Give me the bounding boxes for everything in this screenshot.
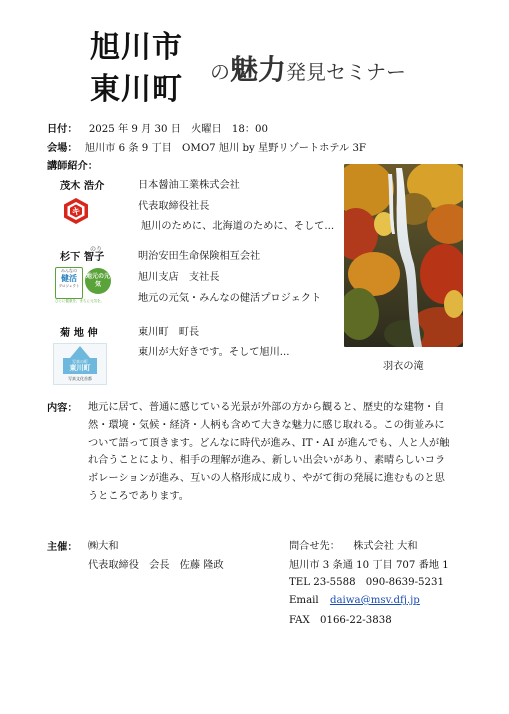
photo-caption: 羽衣の滝 (383, 361, 424, 372)
email-label: Email (289, 595, 319, 606)
contact-address: 旭川市 3 条通 10 丁目 707 番地 1 (289, 560, 449, 571)
contact-company: 株式会社 大和 (353, 541, 418, 552)
title-tagline (210, 48, 406, 88)
meiji-kenkatsu-logo (53, 266, 113, 306)
kenkatsu-main: 健活 (61, 274, 77, 283)
content-line: 然・環境・気候・経済・人柄も含めて大きな魅力に感じ取れる。この街並みに (88, 419, 445, 431)
content-line: うところであります。 (88, 490, 189, 502)
waterfall-photo (344, 164, 463, 347)
venue-label: 会場： (47, 142, 78, 154)
speaker-line: 代表取締役社長 (138, 201, 210, 212)
speakers-label: 講師紹介： (47, 160, 98, 172)
speaker-line: 明治安田生命保険相互会社 (138, 251, 261, 262)
speaker-name-ruby: のり (90, 246, 103, 253)
organizer-company: ㈱大和 (88, 541, 119, 552)
title-seminar: 発見セミナー (286, 60, 407, 84)
content-line: ついて語って頂きます。どんなに時代が進み、IT・AI が進んでも、人と人が触 (88, 437, 450, 449)
title-line-higashikawa: 東川町 (90, 72, 183, 107)
date-row (47, 122, 268, 137)
title-line-asahikawa: 旭川市 (90, 30, 183, 65)
email-link[interactable]: daiwa@msv.dfj.jp (329, 595, 420, 606)
content-line: ボレーションが進み、互いの人格形成に成り、やがて街の発展に進むものと思 (88, 473, 445, 485)
content-body (88, 399, 468, 506)
higashikawa-logo-sub: 写真文化首都 (68, 376, 92, 381)
speaker-line: 旭川のために、北海道のために、そして... (141, 221, 335, 232)
kenkatsu-sub: プロジェクト (58, 284, 80, 288)
speaker-line: 東川が大好きです。そして旭川... (138, 347, 290, 358)
venue-row (47, 141, 366, 156)
content-line: 地元に居て、普通に感じている光景が外部の方から観ると、歴史的な建物・自 (88, 402, 445, 413)
contact-label: 問合せ先： (289, 541, 340, 552)
speaker-line: 東川町 町長 (138, 327, 200, 338)
contact-fax: FAX 0166-22-3838 (289, 615, 392, 626)
title-no: の (210, 60, 230, 84)
organizer-person: 代表取締役 会長 佐藤 隆政 (88, 560, 224, 571)
contact-tel: TEL 23-5588 090-8639-5231 (289, 577, 444, 588)
speaker-name: 杉下 智子 (60, 251, 105, 263)
date-value: 2025 年 9 月 30 日 火曜日 18：00 (88, 124, 268, 135)
speaker-name: 茂木 浩介 (60, 180, 105, 192)
speaker-line: 日本醤油工業株式会社 (138, 180, 240, 191)
kenkatsu-tagline: ひとに健康を、まちに元気を。 (55, 299, 104, 303)
content-line: れ合うことにより、相手の理解が進み、新しい出会いがあり、素晴らしいコラ (88, 455, 446, 467)
higashikawa-logo (53, 343, 107, 385)
contact-email-row (289, 594, 420, 608)
contact-header (289, 540, 418, 554)
speaker-name: 菊 地 伸 (60, 327, 98, 339)
jimoto-genki-badge: 地元の元気 (85, 268, 111, 294)
kenkatsu-box (55, 267, 83, 299)
kenkatsu-top: みんなの (61, 268, 77, 273)
kikkoman-logo (62, 197, 90, 225)
date-label: 日付： (47, 123, 78, 135)
organizer-label: 主催： (47, 541, 78, 553)
title-miryoku: 魅力 (230, 53, 287, 86)
higashikawa-logo-line1: 写真の町 (72, 359, 88, 364)
content-label: 内容： (47, 402, 78, 414)
speaker-line: 地元の元気・みんなの健活プロジェクト (138, 293, 322, 304)
svg-text:キ: キ (71, 207, 81, 218)
venue-value: 旭川市 6 条 9 丁目 OMO7 旭川 by 星野リゾートホテル 3F (84, 143, 366, 154)
speaker-line: 旭川支店 支社長 (138, 272, 220, 283)
higashikawa-logo-line2: 東川町 (69, 364, 91, 372)
